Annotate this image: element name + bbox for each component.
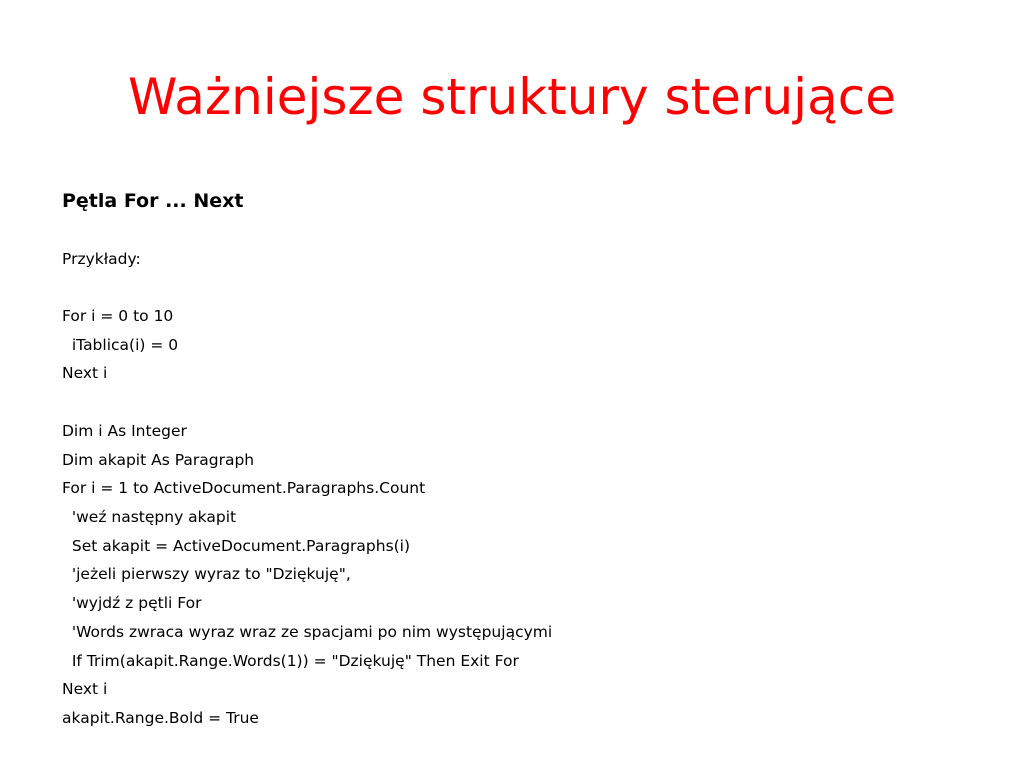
spacer [62, 216, 962, 245]
code-block-2 [62, 417, 962, 733]
code-line: Next i [62, 680, 108, 699]
examples-label: Przykłady: [62, 249, 141, 268]
code-line: Dim akapit As Paragraph [62, 450, 255, 469]
code-line: 'jeżeli pierwszy wyraz to "Dziękuję", [62, 565, 351, 584]
slide-content [62, 186, 962, 733]
code-line: iTablica(i) = 0 [62, 335, 179, 354]
code-line: For i = 1 to ActiveDocument.Paragraphs.Count [62, 479, 426, 498]
code-line: If Trim(akapit.Range.Words(1)) = "Dziękuję" Then Exit For [62, 651, 519, 670]
section-heading: Pętla For ... Next [62, 190, 244, 212]
slide-title: Ważniejsze struktury sterujące [128, 68, 896, 126]
code-block-1 [62, 302, 962, 388]
code-line: Next i [62, 364, 108, 383]
code-line: 'Words zwraca wyraz wraz ze spacjami po nim występującymi [62, 622, 553, 641]
code-line: For i = 0 to 10 [62, 307, 174, 326]
code-line: akapit.Range.Bold = True [62, 708, 259, 727]
code-line: 'weź następny akapit [62, 507, 237, 526]
code-line: 'wyjdź z pętli For [62, 594, 202, 613]
code-line: Set akapit = ActiveDocument.Paragraphs(i) [62, 536, 411, 555]
code-line: Dim i As Integer [62, 421, 187, 440]
spacer [62, 388, 962, 417]
spacer [62, 273, 962, 302]
